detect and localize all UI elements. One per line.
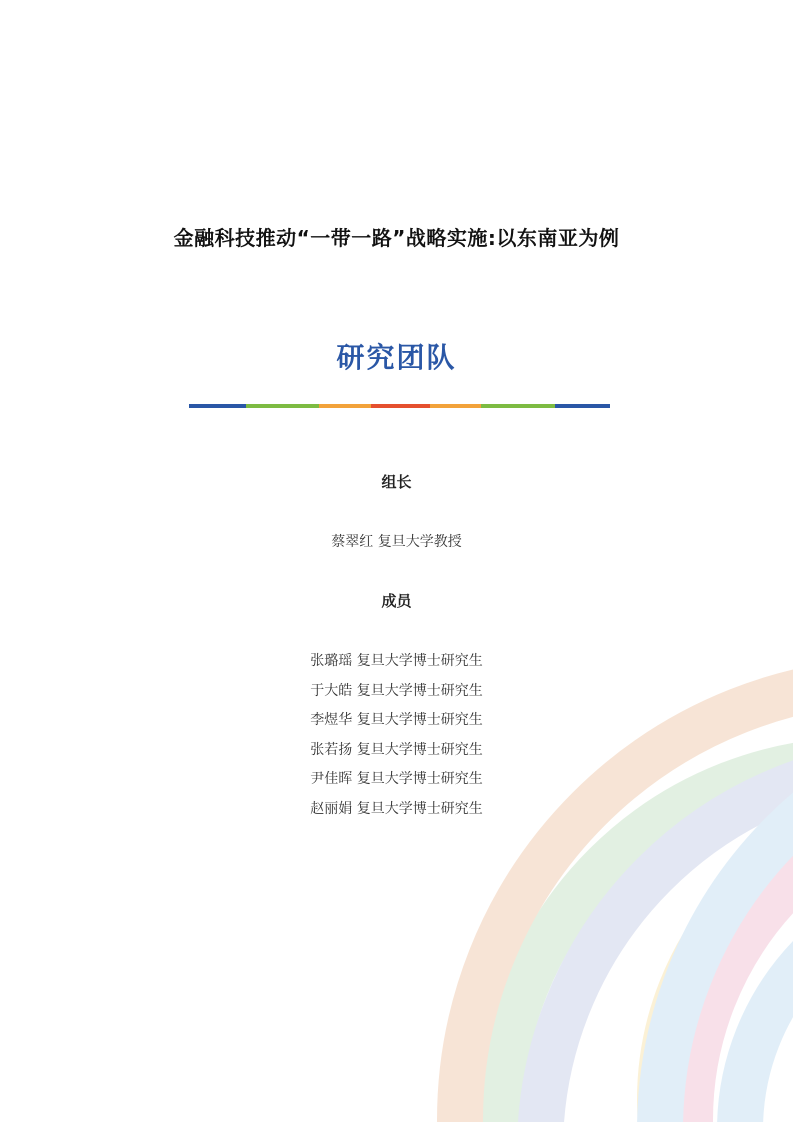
report-title: 金融科技推动“一带一路”战略实施:以东南亚为例 [173,226,620,250]
member-name: 于大皓 [310,682,353,699]
leader-entry [0,531,793,551]
divider-segment [555,404,610,408]
leader-name: 蔡翠红 [331,534,374,550]
leader-group-label: 组长 [381,473,412,491]
member-affiliation: 复旦大学博士研究生 [356,682,483,699]
member-affiliation: 复旦大学博士研究生 [356,653,483,669]
member-name: 张璐瑶 [310,653,353,669]
divider-segment [189,404,246,408]
divider-segment [371,404,430,408]
member-name: 张若扬 [310,741,353,758]
leader-affiliation: 复旦大学教授 [377,534,462,550]
member-name: 李煜华 [310,712,353,729]
member-entry [0,680,793,710]
member-name: 尹佳晖 [310,771,353,788]
member-entry [0,798,793,828]
member-affiliation: 复旦大学博士研究生 [356,800,483,817]
member-entry [0,650,793,680]
member-affiliation: 复旦大学博士研究生 [356,712,483,729]
member-entry [0,709,793,739]
colored-divider [189,404,610,408]
member-group-label: 成员 [381,592,412,610]
member-entry [0,739,793,769]
member-affiliation: 复旦大学博士研究生 [356,771,483,788]
member-name: 赵丽娟 [310,800,353,817]
member-entry [0,768,793,798]
section-title: 研究团队 [336,341,457,374]
member-affiliation: 复旦大学博士研究生 [356,741,483,758]
divider-segment [430,404,481,408]
member-list [0,650,793,828]
divider-segment [481,404,555,408]
divider-segment [246,404,319,408]
divider-segment [319,404,371,408]
